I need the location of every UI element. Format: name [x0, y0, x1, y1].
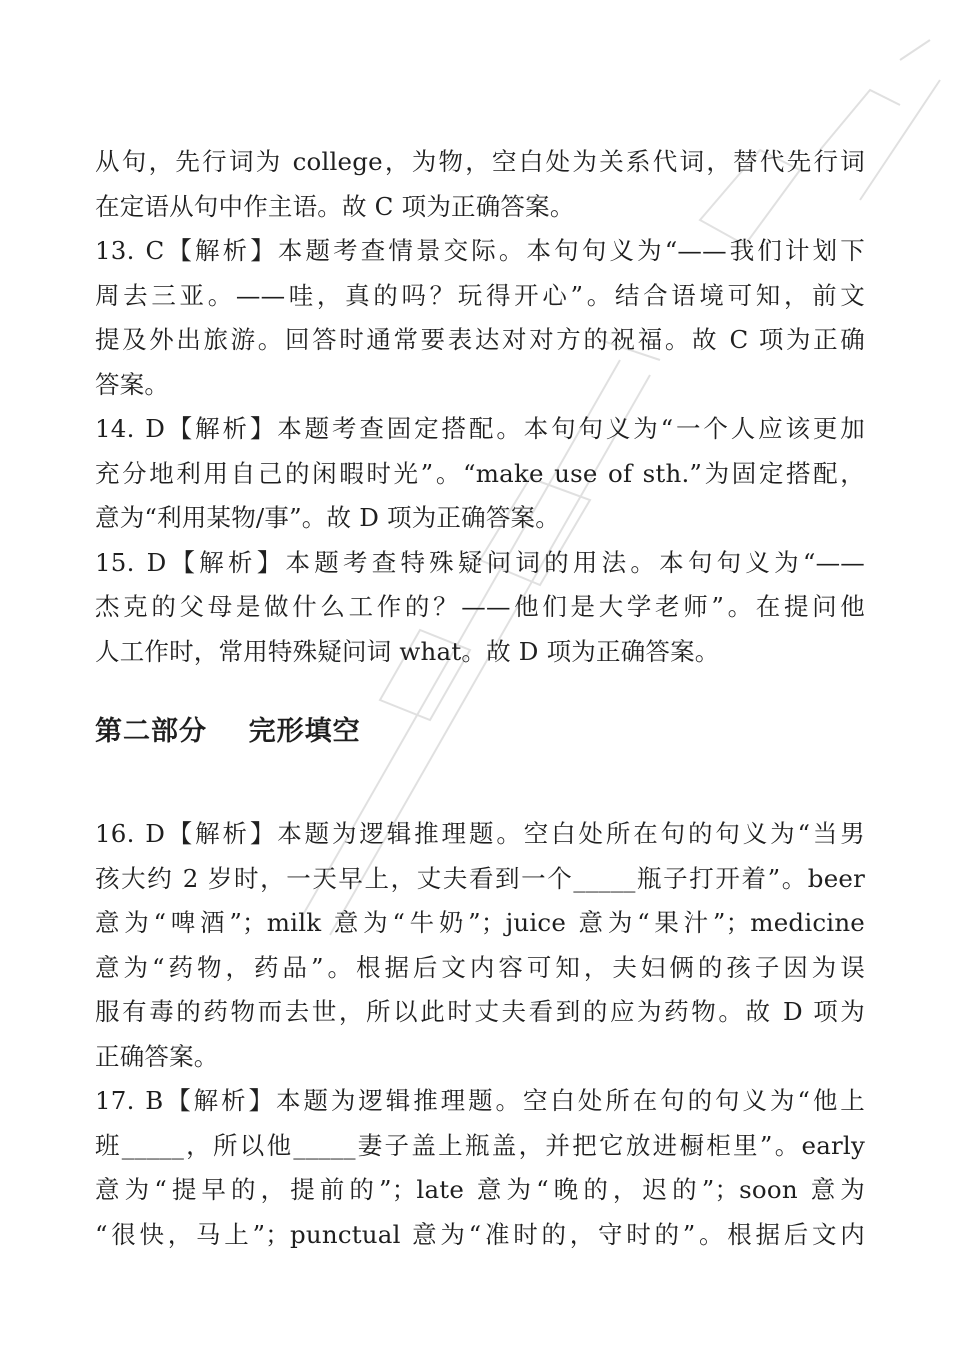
- answer-explanations: [95, 140, 865, 1257]
- explanation-item-13: [95, 229, 865, 407]
- text-line: 充分地利用自己的闲暇时光”。“make use of sth.”为固定搭配，: [95, 458, 865, 488]
- text-line: 意为“利用某物/事”。故 D 项为正确答案。: [95, 503, 560, 532]
- text-line: 正确答案。: [95, 1041, 219, 1071]
- text-line: 17. B【解析】本题为逻辑推理题。空白处所在句的句义为“他上: [95, 1086, 865, 1115]
- explanation-item-16: [95, 812, 865, 1079]
- text-line: 意为“啤酒”；milk 意为“牛奶”；juice 意为“果汁”；medicine: [95, 908, 865, 937]
- text-line: 提及外出旅游。回答时通常要表达对对方的祝福。故 C 项为正确: [95, 325, 865, 354]
- text-line: 从句，先行词为 college，为物，空白处为关系代词，替代先行词: [95, 147, 865, 176]
- explanation-item-15: [95, 541, 865, 675]
- text-line: 意为“药物，药品”。根据后文内容可知，夫妇俩的孩子因为误: [95, 952, 865, 982]
- section-heading: 第二部分 完形填空: [95, 716, 361, 747]
- text-line: 班_____，所以他_____妻子盖上瓶盖，并把它放进橱柜里”。early: [95, 1130, 865, 1160]
- text-line: 人工作时，常用特殊疑问词 what。故 D 项为正确答案。: [95, 636, 720, 666]
- text-line: 孩大约 2 岁时，一天早上，丈夫看到一个_____瓶子打开着”。beer: [95, 863, 865, 893]
- text-line: 14. D【解析】本题考查固定搭配。本句句义为“一个人应该更加: [95, 414, 865, 443]
- continued-explanation: [95, 140, 865, 229]
- text-line: 13. C【解析】本题考查情景交际。本句句义为“——我们计划下: [95, 236, 865, 265]
- text-line: “很快，马上”；punctual 意为“准时的，守时的”。根据后文内: [95, 1219, 865, 1249]
- text-line: 16. D【解析】本题为逻辑推理题。空白处所在句的句义为“当男: [95, 819, 865, 848]
- explanation-item-17: [95, 1079, 865, 1257]
- text-line: 答案。: [95, 369, 170, 399]
- text-line: 在定语从句中作主语。故 C 项为正确答案。: [95, 191, 575, 221]
- text-line: 意为“提早的，提前的”；late 意为“晚的，迟的”；soon 意为: [95, 1175, 865, 1204]
- text-line: 服有毒的药物而去世，所以此时丈夫看到的应为药物。故 D 项为: [95, 997, 865, 1026]
- text-line: 杰克的父母是做什么工作的？——他们是大学老师”。在提问他: [95, 592, 865, 621]
- text-line: 15. D【解析】本题考查特殊疑问词的用法。本句句义为“——: [95, 547, 865, 577]
- explanation-item-14: [95, 407, 865, 541]
- text-line: 周去三亚。——哇，真的吗？玩得开心”。结合语境可知，前文: [95, 280, 865, 310]
